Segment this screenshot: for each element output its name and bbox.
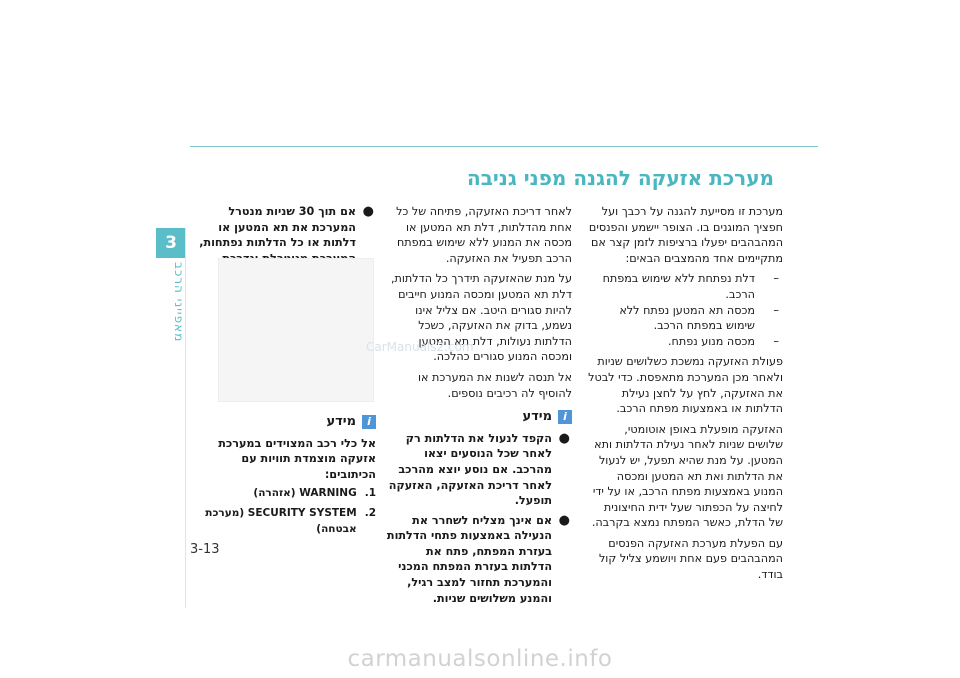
page-number: 3-13 [190,542,220,557]
bullet-text: הקפד לנעול את הדלתות רק לאחר שכל הנוסעים יצאו מהרכב. אם נוסע יוצא מהרכב לאחר דריכת האזעקה, האזעקה תופעל. [388,431,552,508]
info-text: אל כלי רכב המצוידים במערכת אזעקה מוצמדת תוויות עם הכיתובים: [218,436,376,481]
item-text: WARNING (אזהרה) [253,487,357,500]
chapter-tab: 3 [156,228,186,258]
info-icon: i [558,410,572,424]
paragraph: עם הפעלת מערכת האזעקה הפנסים המהבהבים פעם אחת ויושמע צליל קול בודד. [598,536,783,582]
numbered-item [190,486,376,502]
list-item-text: מכסה מנוע נפתח. [667,334,755,348]
item-text: SECURITY SYSTEM (מערכת אבטחה) [205,506,357,535]
paragraph: אל תנסה לשנות את המערכת או להוסיף לה רכיבים נוספים. [417,370,572,400]
list-item [588,303,783,334]
info-heading [386,409,572,425]
item-number: 2. [364,506,376,519]
numbered-item [190,506,376,537]
list-item-text: דלת נפתחת ללא שימוש במפתח הרכב. [602,272,755,301]
bullet-dot: ● [362,204,374,219]
top-rule [190,146,818,147]
info-bullet [386,513,572,607]
info-title: מידע [522,409,552,425]
list-item-text: מכסה תא המטען נפתח ללא שימוש במפתח הרכב. [619,303,755,333]
condition-list [588,271,783,349]
paragraph: פעולת האזעקה נמשכת כשלושים שניות ולאחר מכן המערכת מתאפסת. כדי לבטל את האזעקה, לחץ על לחצן נעילת הדלתות או באמצעות מפתח הרכב. [588,355,783,416]
info-title: מידע [326,414,356,429]
dash-marker: – [773,334,779,348]
paragraph: לאחר דריכת האזעקה, פתיחה של כל אחת מהדלתות, דלת תא המטען או מכסה את המנוע ללא שימוש במפתח הרכב תפעיל את האזעקה. [396,205,572,265]
paragraph: על מנת שהאזעקה תידרך כל הדלתות, דלת תא המטען ומכסה המנוע חייבים להיות סגורים היטב. אם צליל אינו נשמע, בדוק את האזעקה, כשכל הדלתות נעולות, דלת תא המטען ומכסה המנוע סגורים כהלכה. [390,272,572,364]
bullet-dot: ● [558,512,570,528]
info-icon: i [362,415,376,429]
watermark: CarManuals2.com [366,340,474,354]
bullet-dot: ● [558,430,570,446]
list-item [588,271,783,302]
item-number: 1. [364,487,376,500]
info-heading [190,414,376,430]
info-bullet [386,431,572,509]
label-image [218,258,374,402]
dash-marker: – [773,303,779,317]
dash-marker: – [773,272,779,286]
bullet-text: אם אינך מצליח לשחרר את הנעילה באמצעות פתחי הדלתות בעזרת המפתח, פתח את הדלתות בעזרת המפתח המכני והמערכת תחזור למצב רגיל, והמנע משלושים שניות. [386,513,552,605]
chapter-label: מאפייני הרכב [172,262,186,343]
page-title: מערכת אזעקה להגנה מפני גניבה [466,166,774,190]
footer-watermark: carmanualsonline.info [347,646,613,672]
column-middle [386,204,572,610]
column-right [588,204,783,588]
bullet-text: אם תוך 30 שניות מנטרל המערכת את תא המטען או דלתות או כל הדלתות נפתחות, [199,205,356,250]
intro-paragraph: מערכת זו מסייעת להגנה על רכבך ועל חפציך המוגנים בו. הצופר יישמע והפנסים המהבהבים יפעלו ברציפות לזמן קצר אם מתקיימים אחד מהמצבים הבאים: [588,205,783,265]
list-item [588,334,783,350]
info-block-left [190,414,376,537]
paragraph: האזעקה מופעלת באופן אוטומטי, שלושים שניות לאחר נעילת הדלתות ותא המטען. על מנת שהיא תפעל, יש לנעול את הדלתות ואת תא המטען ומכסה המנוע באמצעות מפתח הרכב, או על ידי לחיצה על הכפתור שעל ידית החיצונית של הדלת, כאשר המפתח נמצא בקרבה. [591,422,783,530]
